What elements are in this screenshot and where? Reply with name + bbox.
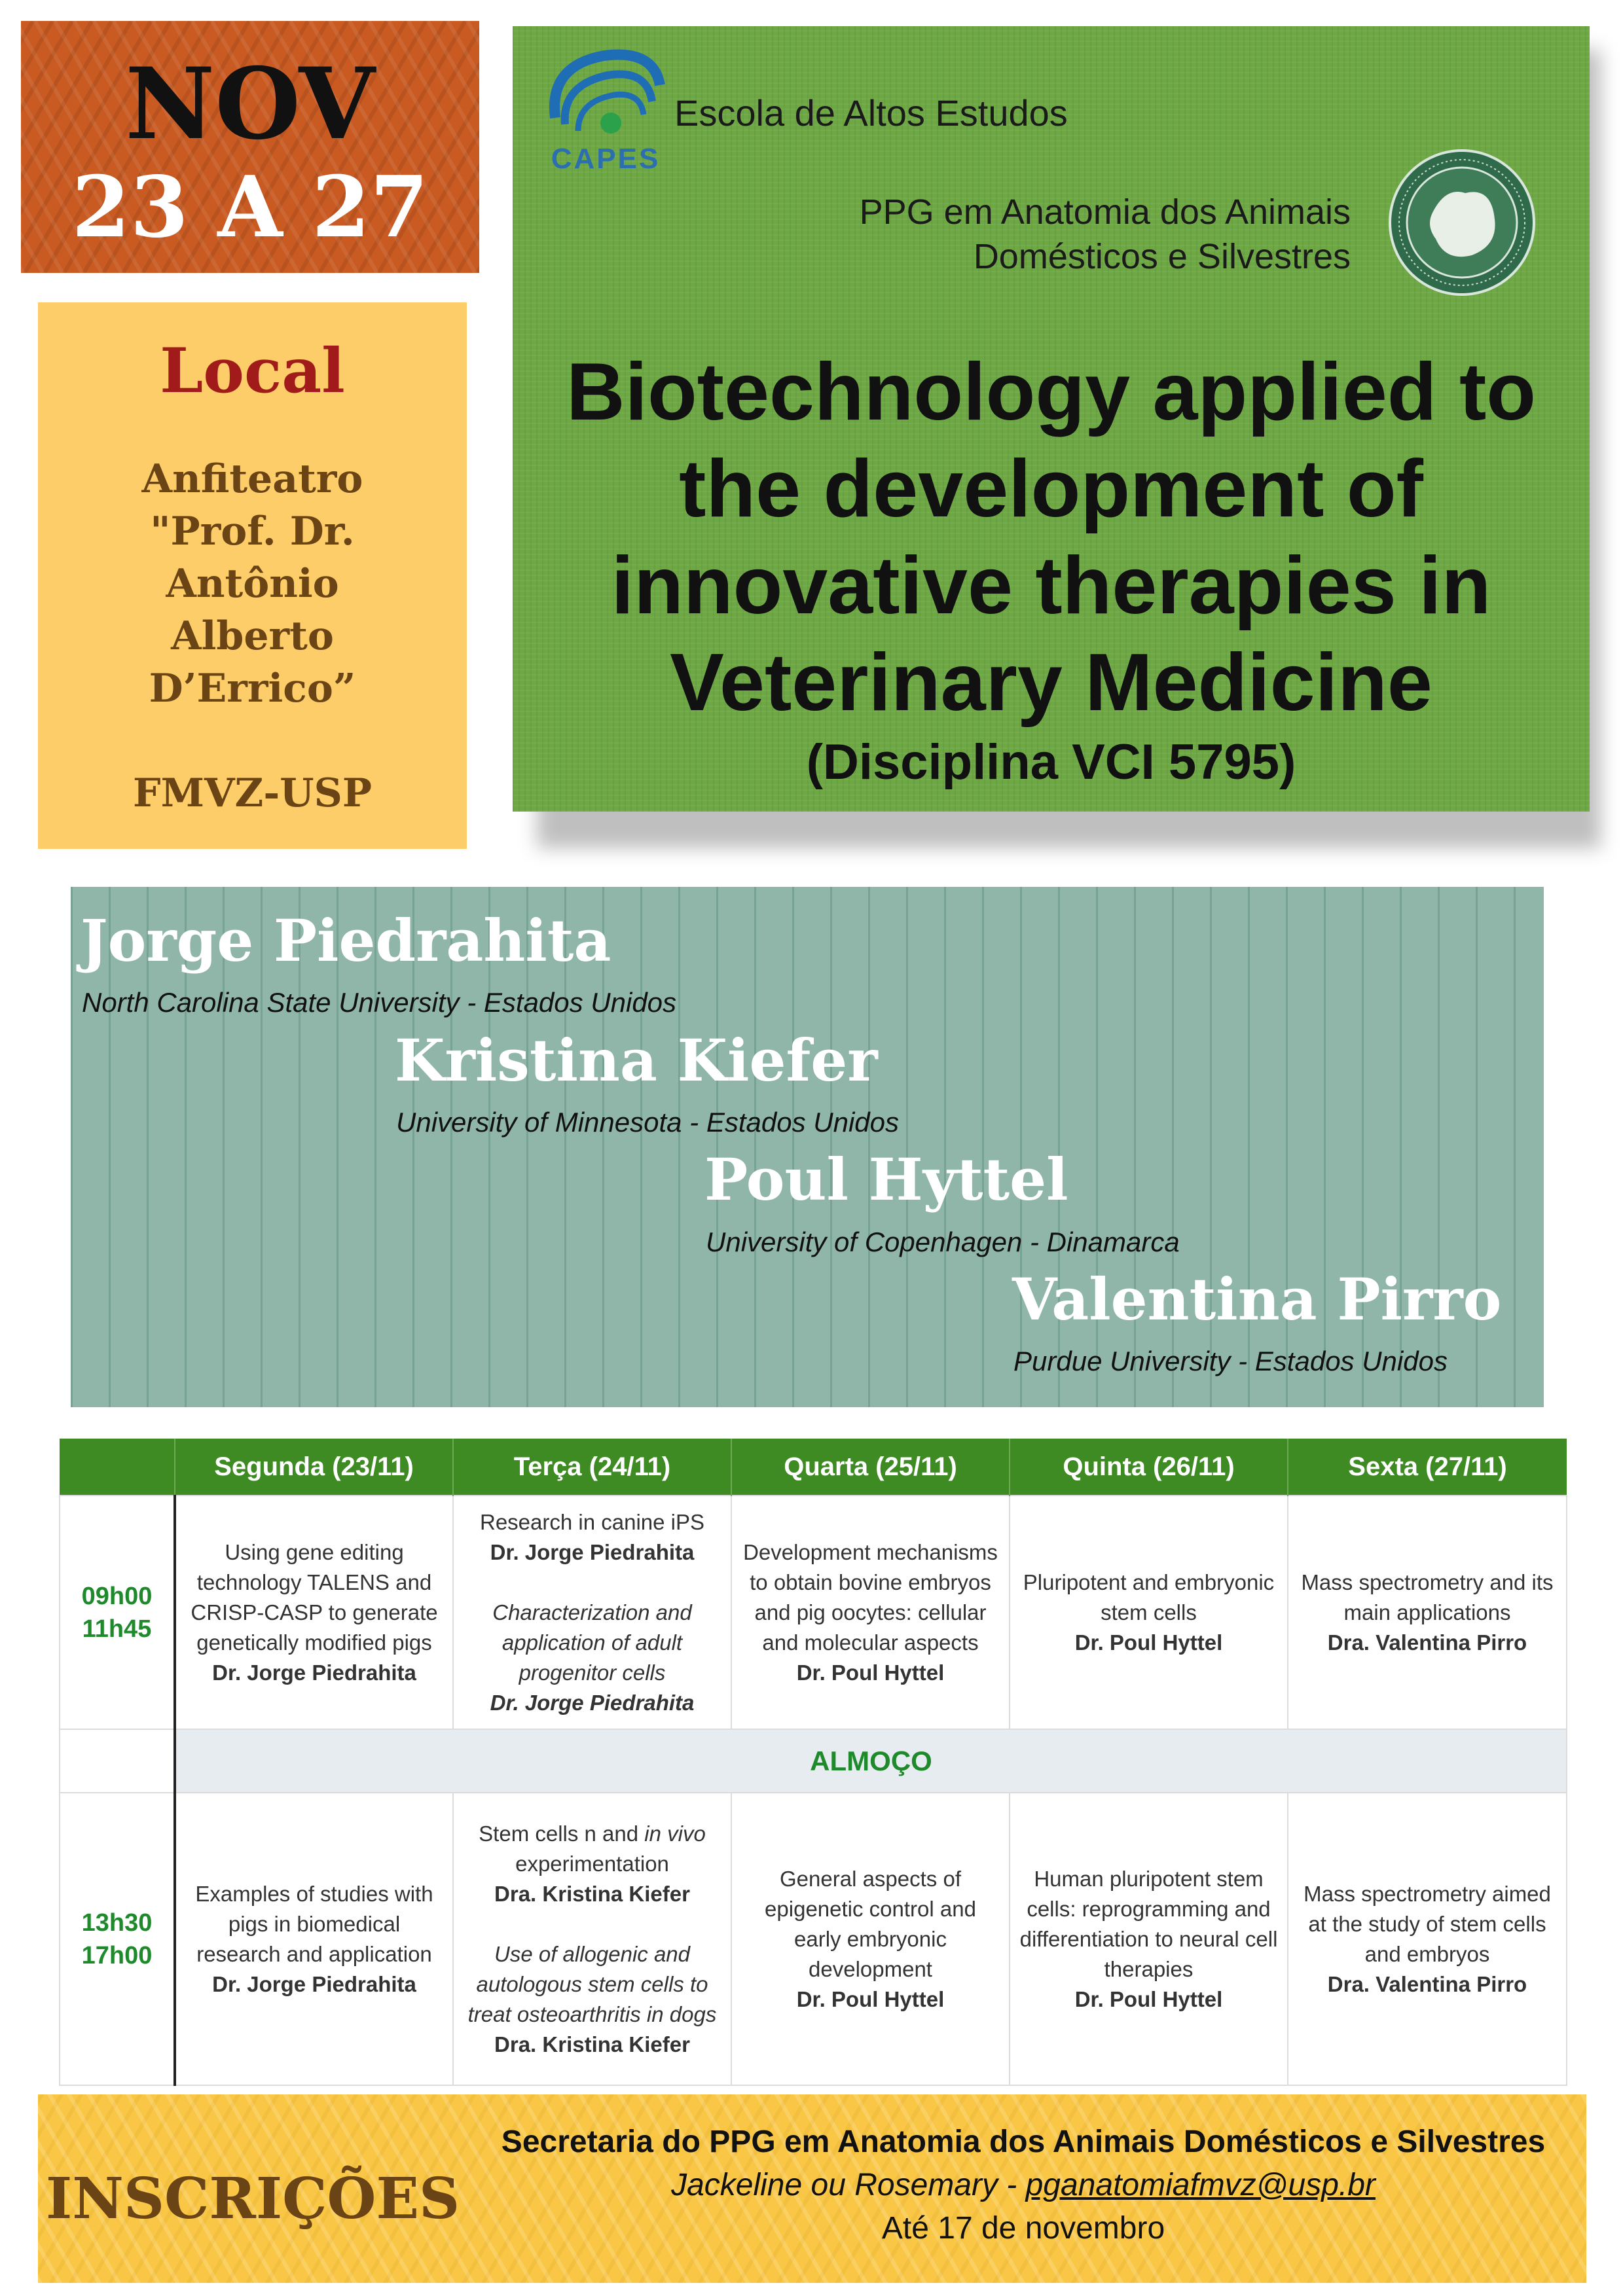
session-topic: Using gene editing technology TALENS and CRISP-CASP to generate genetically modified pigs <box>191 1539 438 1655</box>
table-row <box>60 1793 1567 2085</box>
session-speaker: Dr. Poul Hyttel <box>796 1986 945 2011</box>
session-topic: Examples of studies with pigs in biomedical research and application <box>195 1881 433 1966</box>
title-box <box>513 26 1590 812</box>
session-topic: experimentation <box>515 1851 669 1876</box>
session-cell <box>1010 1793 1288 2085</box>
session-topic: Characterization and application of adult progenitor cells <box>492 1600 692 1685</box>
local-title: Local <box>160 335 345 407</box>
session-topic: Research in canine iPS <box>479 1509 705 1534</box>
session-speaker: Dra. Kristina Kiefer <box>494 2032 690 2056</box>
session-speaker: Dra. Valentina Pirro <box>1327 1971 1527 1996</box>
date-month: NOV <box>125 46 375 162</box>
session-topic: Mass spectrometry and its main applications <box>1301 1570 1554 1624</box>
session-topic: Mass spectrometry aimed at the study of stem cells and embryos <box>1304 1881 1551 1966</box>
lunch-cell: ALMOÇO <box>175 1729 1567 1793</box>
registration-box <box>38 2094 1586 2283</box>
venue-line: Alberto <box>171 613 334 659</box>
session-topic-italic: in vivo <box>644 1821 706 1846</box>
title-line: Biotechnology applied to <box>566 347 1537 437</box>
session-speaker: Dra. Kristina Kiefer <box>494 1881 690 1906</box>
registration-deadline: Até 17 de novembro <box>881 2211 1165 2246</box>
venue-line: D’Errico” <box>149 666 356 711</box>
venue-line: Anfiteatro <box>141 456 363 502</box>
registration-email-link[interactable]: pganatomiafmvz@usp.br <box>1025 2168 1376 2202</box>
session-speaker: Dr. Poul Hyttel <box>796 1660 945 1685</box>
time-end: 11h45 <box>82 1615 152 1643</box>
session-topic: Stem cells n and <box>479 1821 645 1846</box>
session-cell <box>453 1496 731 1729</box>
session-cell <box>1010 1496 1288 1729</box>
registration-info <box>467 2121 1580 2250</box>
session-speaker: Dr. Jorge Piedrahita <box>490 1539 695 1564</box>
session-cell <box>731 1793 1010 2085</box>
time-start: 13h30 <box>81 1909 153 1937</box>
session-cell <box>1288 1793 1567 2085</box>
program-line: PPG em Anatomia dos Animais <box>859 192 1351 232</box>
venue-line: "Prof. Dr. <box>150 509 355 554</box>
title-line: innovative therapies in <box>611 541 1491 631</box>
capes-logo-text: CAPES <box>551 143 661 175</box>
session-topic: Use of allogenic and autologous stem cells to treat osteoarthritis in dogs <box>467 1941 717 2026</box>
speaker-affiliation: University of Copenhagen - Dinamarca <box>706 1227 1180 1257</box>
local-venue <box>51 453 454 715</box>
session-topic: General aspects of epigenetic control and early embryonic development <box>765 1866 976 1981</box>
school-name: Escola de Altos Estudos <box>674 92 1068 134</box>
speaker-affiliation: Purdue University - Estados Unidos <box>1013 1346 1448 1376</box>
speaker-name: Jorge Piedrahita <box>81 906 611 975</box>
table-header-row <box>60 1439 1567 1496</box>
session-speaker: Dra. Valentina Pirro <box>1327 1630 1527 1655</box>
table-header-cell: Quinta (26/11) <box>1010 1439 1288 1496</box>
session-speaker: Dr. Jorge Piedrahita <box>212 1660 416 1685</box>
local-institution: FMVZ-USP <box>132 770 373 816</box>
session-cell <box>175 1496 453 1729</box>
program-name <box>761 190 1351 279</box>
time-end: 17h00 <box>81 1941 153 1969</box>
schedule-table <box>59 1439 1567 2086</box>
speaker-affiliation: University of Minnesota - Estados Unidos <box>396 1107 899 1138</box>
session-speaker: Dr. Jorge Piedrahita <box>212 1971 416 1996</box>
university-seal-icon <box>1387 147 1537 298</box>
speaker-name: Valentina Pirro <box>1012 1265 1502 1333</box>
table-header-cell: Sexta (27/11) <box>1288 1439 1567 1496</box>
session-cell <box>731 1496 1010 1729</box>
program-line: Domésticos e Silvestres <box>973 237 1351 276</box>
table-row-lunch <box>60 1729 1567 1793</box>
session-speaker: Dr. Jorge Piedrahita <box>490 1690 695 1715</box>
session-cell <box>453 1793 731 2085</box>
registration-office: Secretaria do PPG em Anatomia dos Animais Domésticos e Silvestres <box>501 2125 1546 2159</box>
time-cell <box>60 1793 175 2085</box>
title-line: Veterinary Medicine <box>670 637 1432 728</box>
registration-contact-names: Jackeline ou Rosemary - <box>671 2168 1026 2202</box>
table-header-cell: Quarta (25/11) <box>731 1439 1010 1496</box>
session-topic: Human pluripotent stem cells: reprogramming and differentiation to neural cell therapies <box>1019 1866 1278 1981</box>
speaker-name: Kristina Kiefer <box>395 1026 878 1094</box>
speaker-affiliation: North Carolina State University - Estados Unidos <box>82 987 677 1018</box>
registration-title: INSCRIÇÕES <box>46 2166 460 2232</box>
time-start: 09h00 <box>81 1582 153 1610</box>
session-topic: Pluripotent and embryonic stem cells <box>1023 1570 1275 1624</box>
table-header-cell: Segunda (23/11) <box>175 1439 453 1496</box>
session-topic: Development mechanisms to obtain bovine embryos and pig oocytes: cellular and molecular aspects <box>743 1539 998 1655</box>
session-cell <box>1288 1496 1567 1729</box>
local-box <box>38 302 467 849</box>
table-row <box>60 1496 1567 1729</box>
speaker-name: Poul Hyttel <box>704 1145 1068 1213</box>
session-speaker: Dr. Poul Hyttel <box>1074 1630 1223 1655</box>
session-speaker: Dr. Poul Hyttel <box>1074 1986 1223 2011</box>
main-title <box>532 344 1570 731</box>
venue-line: Antônio <box>166 561 339 607</box>
subtitle: (Disciplina VCI 5795) <box>806 734 1296 790</box>
speakers-box <box>71 887 1544 1407</box>
title-line: the development of <box>679 444 1423 534</box>
registration-contacts <box>467 2164 1580 2207</box>
session-cell <box>175 1793 453 2085</box>
date-days: 23 A 27 <box>71 158 429 257</box>
time-cell <box>60 1496 175 1729</box>
table-header-cell: Terça (24/11) <box>453 1439 731 1496</box>
time-cell-empty <box>60 1729 175 1793</box>
table-header-corner <box>60 1439 175 1496</box>
date-box <box>21 21 479 273</box>
